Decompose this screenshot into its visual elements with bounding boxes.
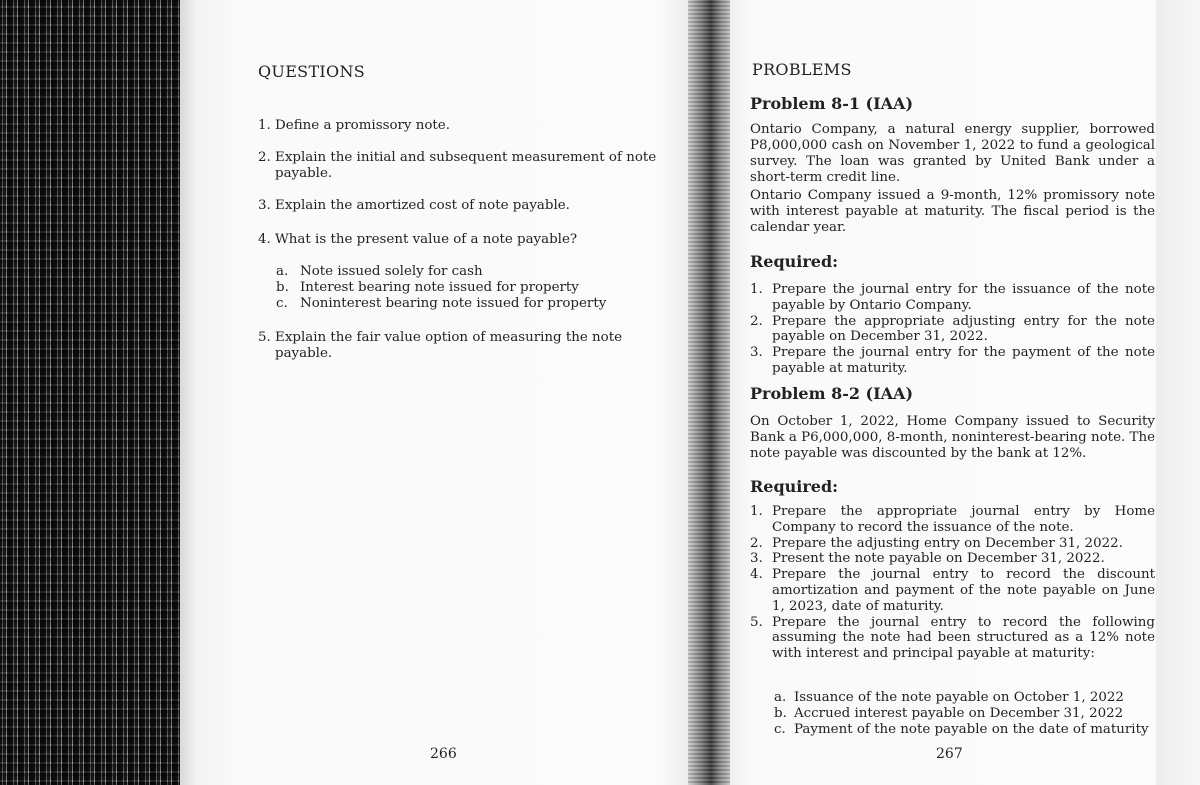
item-number: 3. [750, 345, 763, 361]
item-number: 2. [750, 535, 763, 551]
item-number: 5. [750, 614, 763, 630]
item-text: Prepare the appropriate adjusting entry for the note payable on December 31, 2022. [772, 313, 1155, 345]
problem-8-2-paragraph-1: On October 1, 2022, Home Company issued to Security Bank a P6,000,000, 8-month, noninterest-bearing note. The note payable was discounted by the bank at 12%. [750, 414, 1155, 461]
page-edge-right [1156, 0, 1200, 785]
list-item [750, 551, 1155, 567]
subitem-text: Interest bearing note issued for property [300, 280, 579, 295]
item-number: 3. [750, 551, 763, 567]
book-gutter [688, 0, 734, 785]
question-5 [258, 330, 663, 362]
subitem-letter: a. [774, 690, 787, 705]
question-2 [258, 150, 663, 182]
question-4-subitem-c [276, 296, 606, 312]
subitem-text: Issuance of the note payable on October 1, 2022 [794, 690, 1124, 705]
questions-heading: QUESTIONS [258, 62, 366, 81]
item-text: Present the note payable on December 31, 2022. [772, 551, 1105, 567]
list-item [750, 345, 1155, 377]
subitem-c [774, 722, 1159, 738]
question-text: Explain the fair value option of measuring the note [275, 330, 623, 345]
item-number: 1. [750, 282, 763, 297]
problem-8-2-title: Problem 8-2 (IAA) [750, 384, 914, 403]
list-item [750, 567, 1155, 614]
page-number-right: 267 [936, 746, 963, 762]
subitem-text: Noninterest bearing note issued for property [300, 296, 607, 311]
question-4 [258, 232, 663, 248]
subitem-letter: c. [276, 296, 288, 311]
subitem-letter: b. [774, 705, 787, 721]
subitem-letter: c. [774, 721, 786, 737]
question-4-subitem-b [276, 280, 579, 296]
problem-8-1-title: Problem 8-1 (IAA) [750, 94, 914, 113]
question-number: 2. [258, 150, 271, 165]
subitem-a [774, 690, 1159, 706]
page-number-left: 266 [430, 746, 457, 762]
question-number: 4. [258, 232, 271, 247]
question-text: Define a promissory note. [275, 118, 450, 133]
question-text: What is the present value of a note payable? [275, 232, 578, 247]
problem-8-1-required-list [750, 282, 1155, 377]
question-1 [258, 118, 663, 134]
subitem-text: Payment of the note payable on the date of maturity [794, 721, 1149, 737]
problem-8-1-paragraph-1: Ontario Company, a natural energy supplier, borrowed P8,000,000 cash on November 1, 2022 to fund a geological survey. The loan was granted by United Bank under a short-term credit line. [750, 122, 1155, 185]
problem-8-1-paragraph-2: Ontario Company issued a 9-month, 12% promissory note with interest payable at maturity. The fiscal period is the calendar year. [750, 188, 1155, 235]
list-item [750, 504, 1155, 536]
question-number: 1. [258, 118, 271, 133]
problem-8-2-item-5-subitems [774, 690, 1159, 737]
question-3 [258, 198, 663, 214]
subitem-text: Note issued solely for cash [300, 264, 483, 279]
question-text: Explain the amortized cost of note payable. [275, 198, 570, 213]
question-text-continued: payable. [275, 346, 333, 361]
item-text: Prepare the journal entry to record the following assuming the note had been structured as a 12% note with interest and principal payable at maturity: [772, 614, 1155, 662]
problems-heading: PROBLEMS [752, 60, 852, 79]
question-text-continued: payable. [275, 166, 333, 181]
list-item [750, 282, 1155, 314]
problem-8-2-required-list [750, 504, 1155, 662]
scan-dark-edge [0, 0, 180, 785]
list-item [750, 536, 1155, 552]
problem-8-1-required-label: Required: [750, 252, 839, 271]
list-item [750, 615, 1155, 662]
item-text: Prepare the journal entry for the payment of the note payable at maturity. [772, 345, 1155, 376]
question-number: 3. [258, 198, 271, 213]
item-text: Prepare the journal entry to record the discount amortization and payment of the note payable on June 1, 2023, date of maturity. [772, 567, 1155, 614]
question-4-subitem-a [276, 264, 483, 280]
question-text: Explain the initial and subsequent measurement of note [275, 150, 657, 165]
item-number: 1. [750, 504, 763, 519]
subitem-text: Accrued interest payable on December 31, 2022 [794, 705, 1124, 721]
list-item [750, 314, 1155, 346]
subitem-letter: a. [276, 264, 289, 279]
item-number: 4. [750, 567, 763, 583]
subitem-letter: b. [276, 280, 289, 295]
item-text: Prepare the appropriate journal entry by Home Company to record the issuance of the note. [772, 504, 1155, 535]
question-number: 5. [258, 330, 271, 345]
item-number: 2. [750, 313, 763, 329]
item-text: Prepare the journal entry for the issuance of the note payable by Ontario Company. [772, 282, 1155, 313]
item-text: Prepare the adjusting entry on December 31, 2022. [772, 535, 1123, 551]
subitem-b [774, 706, 1159, 722]
problem-8-2-required-label: Required: [750, 477, 839, 496]
